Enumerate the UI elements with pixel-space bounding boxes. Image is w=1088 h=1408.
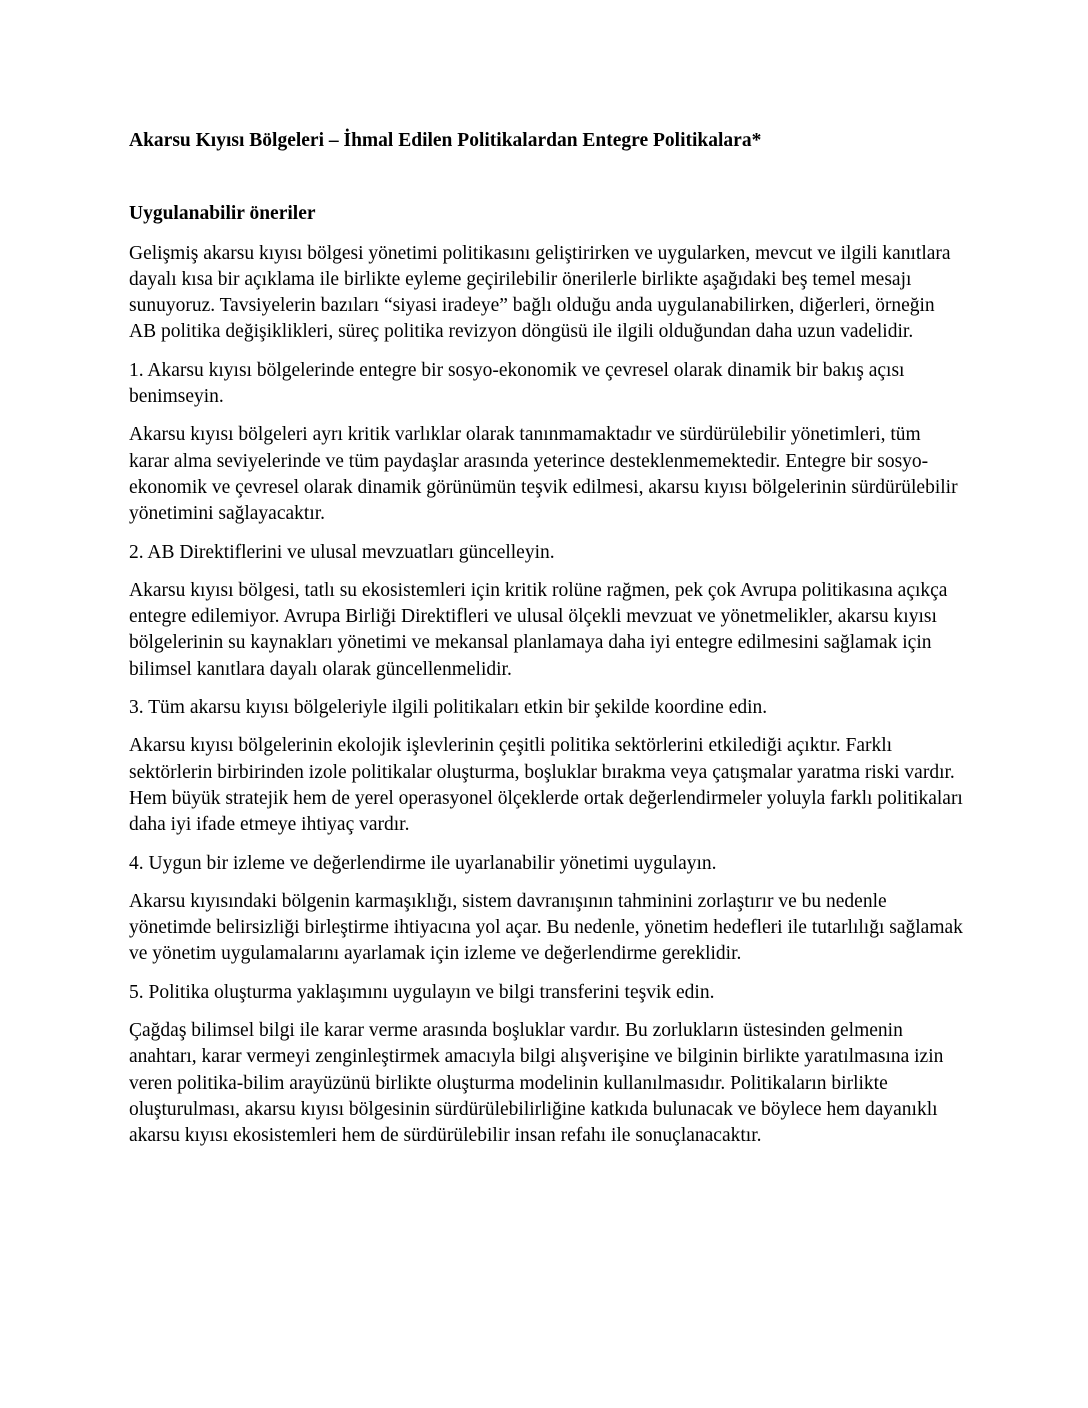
recommendation-3-title: 3. Tüm akarsu kıyısı bölgeleriyle ilgili politikaları etkin bir şekilde koordine edin. bbox=[129, 697, 768, 719]
recommendation-5-body: Çağdaş bilimsel bilgi ile karar verme arasında boşluklar vardır. Bu zorlukların üstesinden gelmenin anahtarı, karar vermeyi zenginleştirmek amacıyla bilgi alışverişine ve bilginin birlikte yaratılmasına izin veren politika-bilim arayüzünü birlikte oluşturma modelinin kullanılmasıdır. Politikaların birlikte oluşturulması, akarsu kıyısı bölgesinin sürdürülebilirliğine katkıda bulunacak ve böylece hem dayanıklı akarsu kıyısı ekosistemleri hem de sürdürülebilir insan refahı ile sonuçlanacaktır. bbox=[129, 1020, 944, 1147]
recommendation-4-body: Akarsu kıyısındaki bölgenin karmaşıklığı, sistem davranışının tahminini zorlaştırır ve bu nedenle yönetimde belirsizliği birleştirme ihtiyacına yol açar. Bu nedenle, yönetim hedefleri ile tutarlılığı sağlamak ve yönetim uygulamalarını ayarlamak için izleme ve değerlendirme gereklidir. bbox=[129, 890, 963, 965]
section-heading: Uygulanabilir öneriler bbox=[129, 203, 316, 225]
recommendation-2-title: 2. AB Direktiflerini ve ulusal mevzuatları güncelleyin. bbox=[129, 541, 555, 563]
document-body bbox=[129, 128, 964, 1162]
recommendation-4-title: 4. Uygun bir izleme ve değerlendirme ile uyarlanabilir yönetimi uygulayın. bbox=[129, 852, 717, 874]
recommendation-5-title: 5. Politika oluşturma yaklaşımını uygulayın ve bilgi transferini teşvik edin. bbox=[129, 981, 715, 1003]
recommendation-1-body: Akarsu kıyısı bölgeleri ayrı kritik varlıklar olarak tanınmamaktadır ve sürdürülebilir yönetimleri, tüm karar alma seviyelerinde ve tüm paydaşlar arasında yeterince desteklenmemektedir. Entegre bir sosyo-ekonomik ve çevresel olarak dinamik görünümün teşvik edilmesi, akarsu kıyısı bölgelerinin sürdürülebilir yönetimini sağlayacaktır. bbox=[129, 424, 958, 525]
recommendation-1-title: 1. Akarsu kıyısı bölgelerinde entegre bir sosyo-ekonomik ve çevresel olarak dinamik bir bakış açısı benimseyin. bbox=[129, 359, 905, 408]
recommendation-3-body: Akarsu kıyısı bölgelerinin ekolojik işlevlerinin çeşitli politika sektörlerini etkilediği açıktır. Farklı sektörlerin birbirinden izole politikalar oluşturma, boşluklar bırakma veya çatışmalar yaratma riski vardır. Hem büyük stratejik hem de yerel operasyonel ölçeklerde ortak değerlendirmeler yoluyla farklı politikaları daha iyi ifade etmeye ihtiyaç vardır. bbox=[129, 735, 963, 836]
intro-paragraph: Gelişmiş akarsu kıyısı bölgesi yönetimi politikasını geliştirirken ve uygularken, mevcut ve ilgili kanıtlara dayalı kısa bir açıklama ile birlikte eyleme geçirilebilir önerilerle birlikte aşağıdaki beş temel mesajı sunuyoruz. Tavsiyelerin bazıları “siyasi iradeye” bağlı olduğu anda uygulanabilirken, diğerleri, örneğin AB politika değişiklikleri, süreç politika revizyon döngüsü ile ilgili olduğundan daha uzun vadelidir. bbox=[129, 242, 951, 343]
document-title: Akarsu Kıyısı Bölgeleri – İhmal Edilen Politikalardan Entegre Politikalara* bbox=[129, 130, 762, 151]
recommendation-2-body: Akarsu kıyısı bölgesi, tatlı su ekosistemleri için kritik rolüne rağmen, pek çok Avrupa politikasına açıkça entegre edilemiyor. Avrupa Birliği Direktifleri ve ulusal ölçekli mevzuat ve yönetmelikler, akarsu kıyısı bölgelerinin su kaynakları yönetimi ve mekansal planlamaya daha iyi entegre edilmesini sağlamak için bilimsel kanıtlara dayalı olarak güncellenmelidir. bbox=[129, 579, 948, 680]
